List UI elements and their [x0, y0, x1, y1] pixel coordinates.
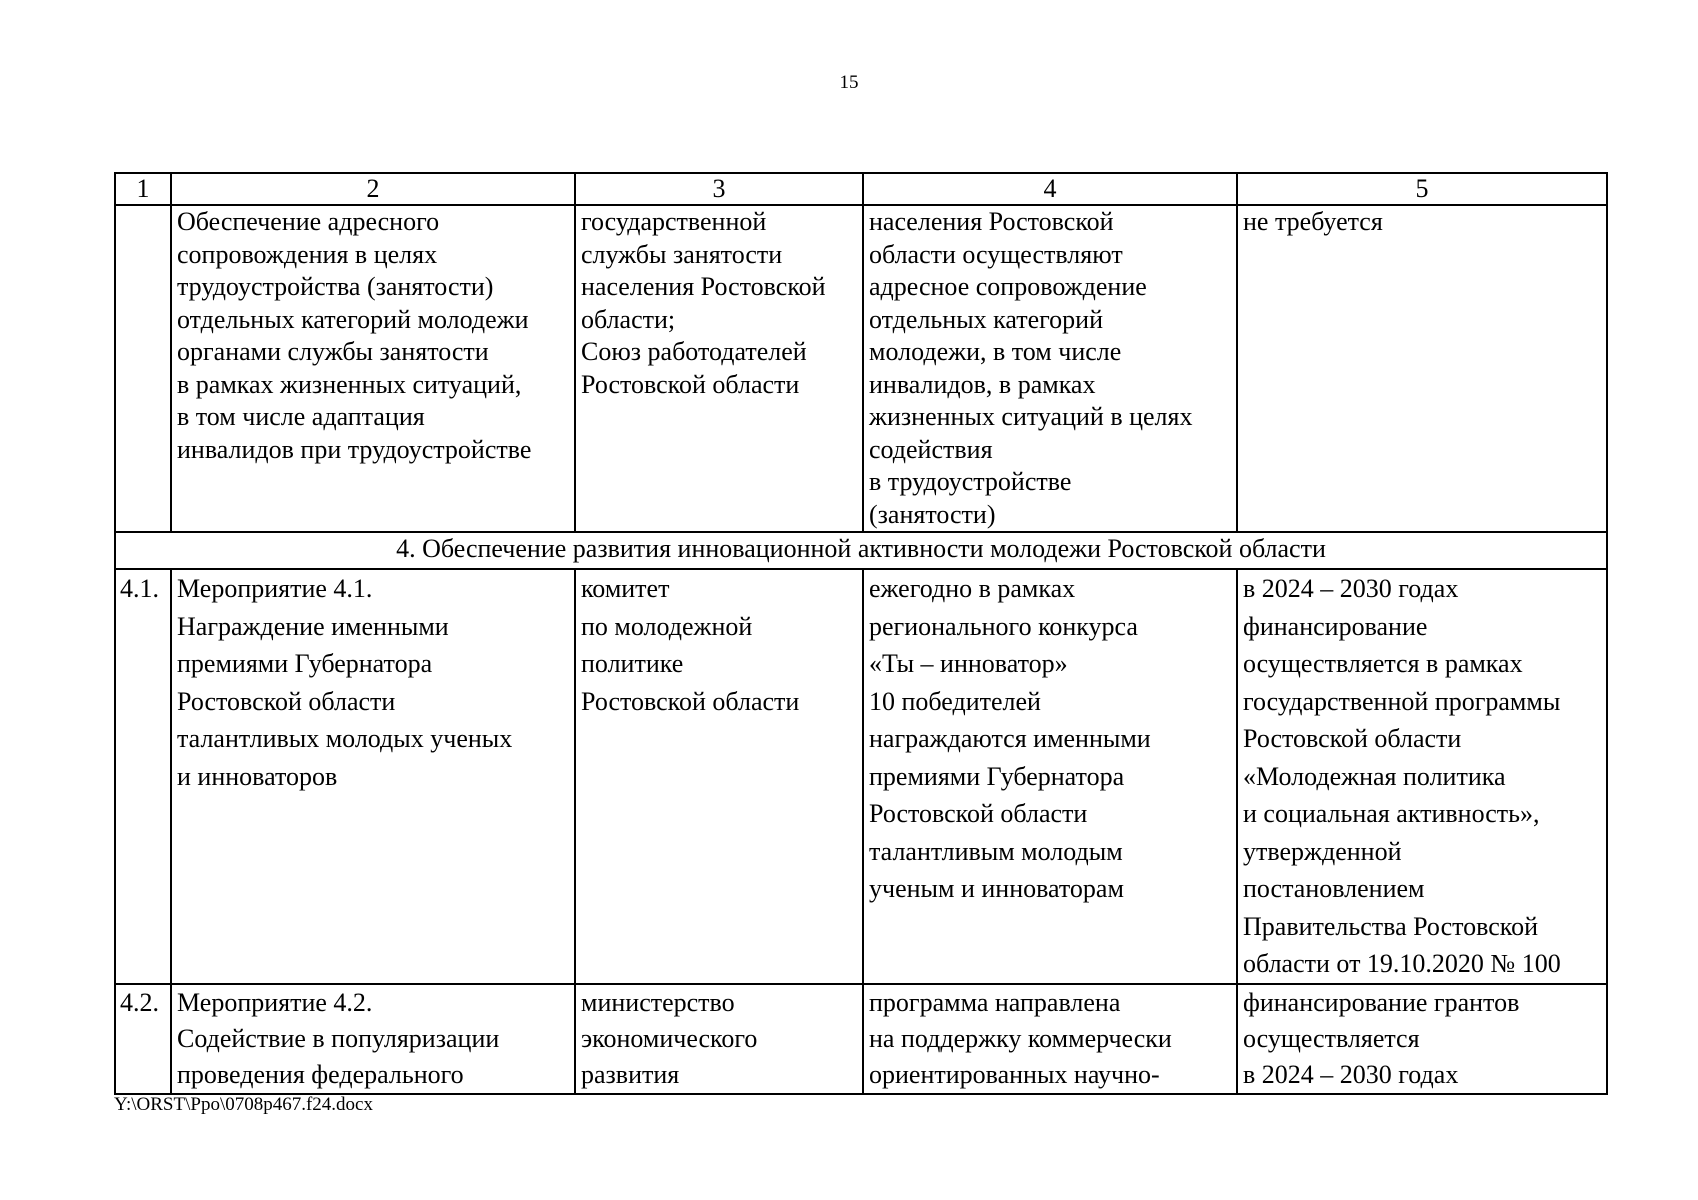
row-number-cell: 4.2. [115, 984, 171, 1094]
column-header: 1 [115, 173, 171, 205]
column-header: 2 [171, 173, 575, 205]
table-header-row [115, 173, 1607, 205]
row-number-cell: 4.1. [115, 569, 171, 984]
table-row [115, 205, 1607, 532]
financing-cell: в 2024 – 2030 годах финансирование осуществляется в рамках государственной программы Ростовской области «Молодежная политика и социальная активность», утвержденной постановлением Правительства Ростовской области от 19.10.2020 № 100 [1237, 569, 1607, 984]
section-row [115, 532, 1607, 569]
measure-name-cell: Мероприятие 4.1. Награждение именными премиями Губернатора Ростовской области талантливых молодых ученых и инноваторов [171, 569, 575, 984]
row-number-cell [115, 205, 171, 532]
measure-name-cell: Мероприятие 4.2. Содействие в популяризации проведения федерального [171, 984, 575, 1094]
table-row [115, 569, 1607, 984]
description-cell: программа направлена на поддержку коммерчески ориентированных научно- [863, 984, 1237, 1094]
table-row [115, 984, 1607, 1094]
footer-file-path: Y:\ORST\Ppo\0708p467.f24.docx [114, 1094, 373, 1115]
column-header: 5 [1237, 173, 1607, 205]
financing-cell: не требуется [1237, 205, 1607, 532]
measures-table [114, 172, 1608, 1095]
page-number: 15 [839, 72, 859, 93]
measure-name-cell: Обеспечение адресного сопровождения в целях трудоустройства (занятости) отдельных категорий молодежи органами службы занятости в рамках жизненных ситуаций, в том числе адаптация инвалидов при трудоустройстве [171, 205, 575, 532]
section-title: 4. Обеспечение развития инновационной активности молодежи Ростовской области [115, 532, 1607, 569]
responsible-cell: комитет по молодежной политике Ростовской области [575, 569, 863, 984]
responsible-cell: министерство экономического развития [575, 984, 863, 1094]
financing-cell: финансирование грантов осуществляется в 2024 – 2030 годах [1237, 984, 1607, 1094]
column-header: 3 [575, 173, 863, 205]
description-cell: ежегодно в рамках регионального конкурса «Ты – инноватор» 10 победителей награждаются именными премиями Губернатора Ростовской области талантливым молодым ученым и инноваторам [863, 569, 1237, 984]
column-header: 4 [863, 173, 1237, 205]
description-cell: населения Ростовской области осуществляют адресное сопровождение отдельных категорий молодежи, в том числе инвалидов, в рамках жизненных ситуаций в целях содействия в трудоустройстве (занятости) [863, 205, 1237, 532]
responsible-cell: государственной службы занятости населения Ростовской области; Союз работодателей Ростовской области [575, 205, 863, 532]
